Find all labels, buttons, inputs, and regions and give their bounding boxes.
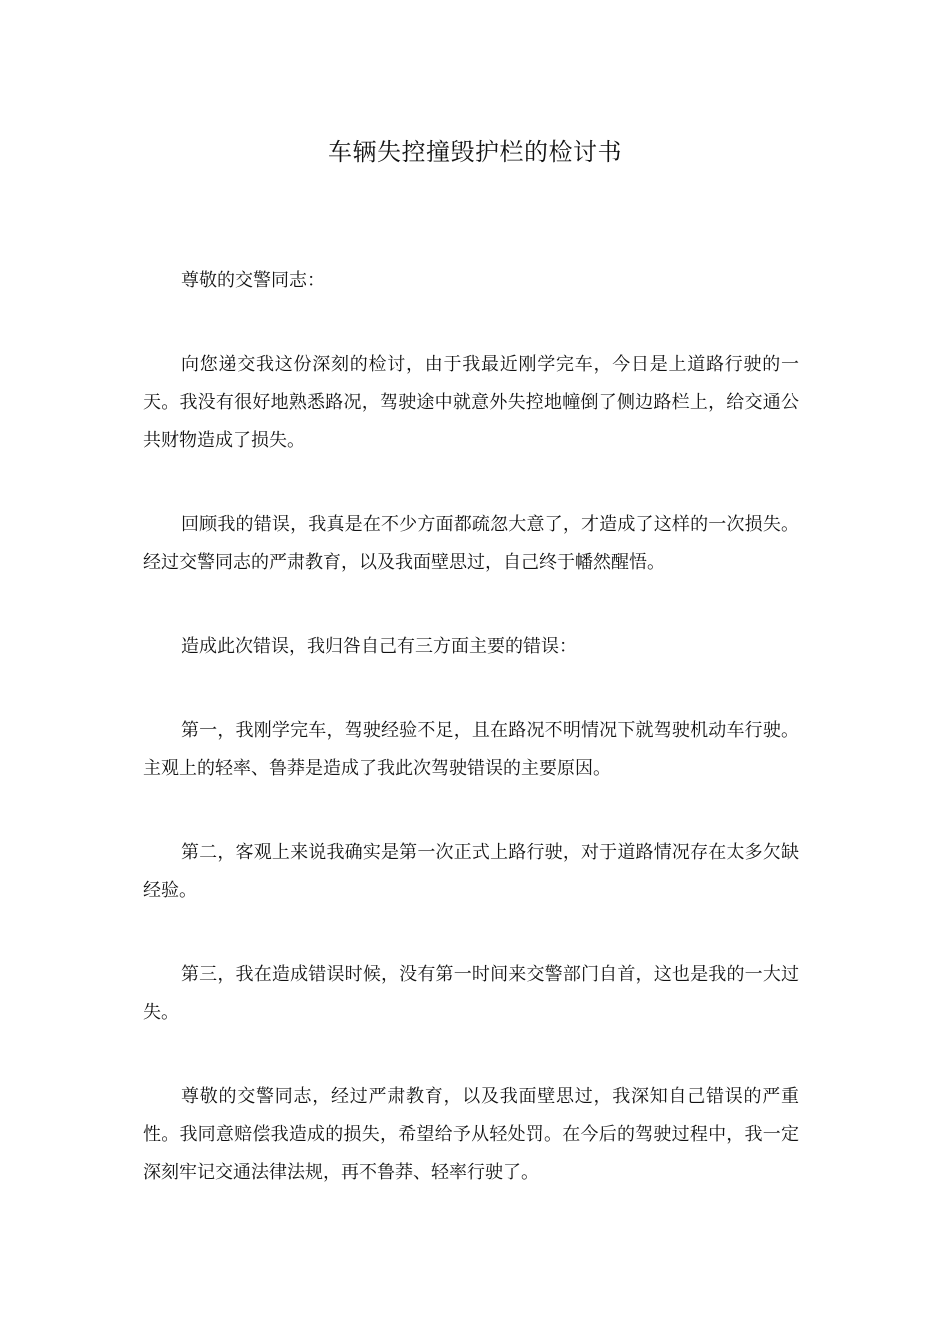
paragraph-5: 第二，客观上来说我确实是第一次正式上路行驶，对于道路情况存在太多欠缺经验。 <box>143 842 799 901</box>
salutation: 尊敬的交警同志： <box>181 270 325 291</box>
paragraph-7: 尊敬的交警同志，经过严肃教育，以及我面壁思过，我深知自己错误的严重性。我同意赔偿我造成的损失，希望给予从轻处罚。在今后的驾驶过程中，我一定深刻牢记交通法律法规，再不鲁莽、轻率行驶了。 <box>143 1086 799 1183</box>
paragraph-4: 第一，我刚学完车，驾驶经验不足，且在路况不明情况下就驾驶机动车行驶。主观上的轻率、鲁莽是造成了我此次驾驶错误的主要原因。 <box>143 720 799 779</box>
paragraph-1: 向您递交我这份深刻的检讨，由于我最近刚学完车，今日是上道路行驶的一天。我没有很好地熟悉路况，驾驶途中就意外失控地幢倒了侧边路栏上，给交通公共财物造成了损失。 <box>143 354 799 451</box>
document-body <box>143 262 799 1192</box>
document-title: 车辆失控撞毁护栏的检讨书 <box>328 138 622 166</box>
paragraph-3: 造成此次错误，我归咎自己有三方面主要的错误： <box>181 636 577 657</box>
paragraph-2: 回顾我的错误，我真是在不少方面都疏忽大意了，才造成了这样的一次损失。经过交警同志的严肃教育，以及我面壁思过，自己终于幡然醒悟。 <box>143 514 799 573</box>
paragraph-6: 第三，我在造成错误时候，没有第一时间来交警部门自首，这也是我的一大过失。 <box>143 964 799 1023</box>
